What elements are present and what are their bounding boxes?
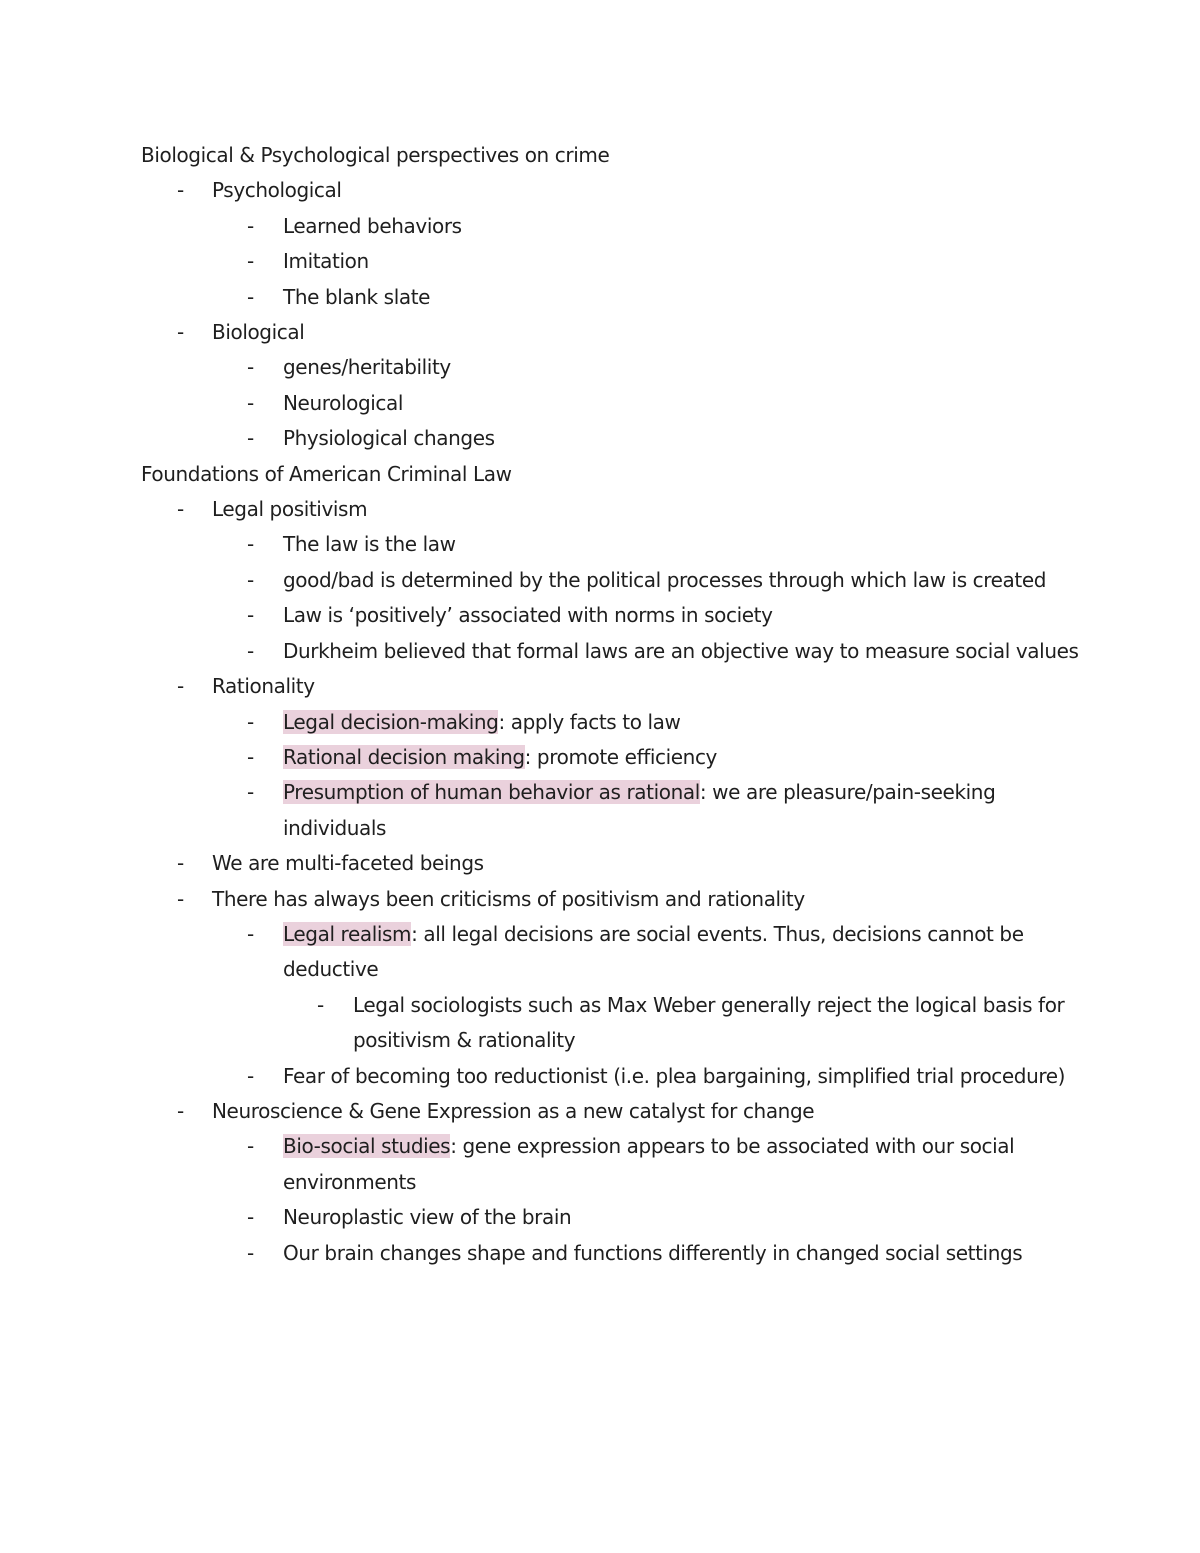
bullet-item-level-2	[247, 244, 1083, 279]
bullet-text: The law is the law	[283, 532, 456, 557]
bullet-item-level-2	[247, 527, 1083, 562]
highlighted-term: Legal decision-making	[283, 709, 499, 734]
bullet-dash: -	[177, 674, 184, 699]
bullet-text: There has always been criticisms of positivism and rationality	[212, 886, 805, 911]
bullet-item-level-2	[247, 280, 1083, 315]
bullet-dash: -	[247, 744, 254, 769]
bullet-dash: -	[247, 426, 254, 451]
bullet-text: Rationality	[212, 674, 315, 699]
bullet-dash: -	[247, 567, 254, 592]
bullet-text: Fear of becoming too reductionist (i.e. plea bargaining, simplified trial procedure)	[283, 1063, 1066, 1088]
bullet-item-level-2	[247, 386, 1083, 421]
bullet-item-level-2	[247, 775, 1083, 846]
bullet-text: Psychological	[212, 178, 342, 203]
highlighted-term: Bio-social studies	[283, 1134, 451, 1159]
bullet-dash: -	[317, 992, 324, 1017]
bullet-item-level-2	[247, 421, 1083, 456]
bullet-item-level-2	[247, 917, 1083, 988]
bullet-item-level-3	[317, 988, 1083, 1059]
document-page	[0, 138, 1200, 1271]
bullet-item-level-2	[247, 705, 1083, 740]
bullet-text: Imitation	[283, 249, 369, 274]
bullet-dash: -	[177, 497, 184, 522]
bullet-text: : apply facts to law	[498, 709, 681, 734]
bullet-text: : gene expression appears to be associated with our social environments	[283, 1134, 1015, 1194]
bullet-item-level-1	[177, 173, 1072, 208]
bullet-dash: -	[247, 709, 254, 734]
bullet-dash: -	[247, 638, 254, 663]
highlighted-term: Legal realism	[283, 921, 412, 946]
bullet-text: Neuroscience & Gene Expression as a new catalyst for change	[212, 1098, 815, 1123]
bullet-dash: -	[177, 886, 184, 911]
bullet-dash: -	[247, 921, 254, 946]
bullet-text: Law is ‘positively’ associated with norms in society	[283, 603, 773, 628]
bullet-dash: -	[247, 1134, 254, 1159]
bullet-dash: -	[247, 249, 254, 274]
bullet-text: : we are pleasure/pain-seeking individuals	[283, 780, 996, 840]
bullet-text: genes/heritability	[283, 355, 451, 380]
bullet-dash: -	[247, 532, 254, 557]
bullet-item-level-1	[177, 846, 1072, 881]
bullet-text: Legal sociologists such as Max Weber generally reject the logical basis for positivism & rationality	[353, 992, 1065, 1053]
bullet-item-level-2	[247, 634, 1083, 669]
bullet-text: We are multi-faceted beings	[212, 851, 484, 876]
bullet-dash: -	[247, 1063, 254, 1088]
bullet-item-level-1	[177, 669, 1072, 704]
bullet-text: Physiological changes	[283, 426, 495, 451]
bullet-text: Neurological	[283, 390, 404, 415]
bullet-dash: -	[247, 213, 254, 238]
bullet-item-level-2	[247, 1236, 1083, 1271]
section-heading: Foundations of American Criminal Law	[141, 461, 512, 486]
bullet-item-level-1	[177, 492, 1072, 527]
bullet-text: Biological	[212, 320, 305, 345]
bullet-item-level-2	[247, 1129, 1083, 1200]
bullet-text: Our brain changes shape and functions differently in changed social settings	[283, 1240, 1023, 1265]
bullet-item-level-2	[247, 1200, 1083, 1235]
bullet-item-level-2	[247, 563, 1083, 598]
bullet-dash: -	[247, 1205, 254, 1230]
bullet-item-level-2	[247, 350, 1083, 385]
bullet-dash: -	[247, 780, 254, 805]
bullet-dash: -	[247, 603, 254, 628]
bullet-dash: -	[247, 390, 254, 415]
highlighted-term: Rational decision making	[283, 744, 525, 769]
bullet-dash: -	[177, 1098, 184, 1123]
bullet-text: : promote efficiency	[524, 744, 717, 769]
bullet-dash: -	[177, 178, 184, 203]
bullet-item-level-1	[177, 882, 1072, 917]
bullet-item-level-1	[177, 1094, 1072, 1129]
bullet-dash: -	[177, 851, 184, 876]
bullet-item-level-2	[247, 1059, 1083, 1094]
bullet-item-level-2	[247, 209, 1083, 244]
bullet-dash: -	[247, 1240, 254, 1265]
bullet-item-level-1	[177, 315, 1072, 350]
bullet-dash: -	[247, 284, 254, 309]
bullet-text: Legal positivism	[212, 497, 368, 522]
section-heading: Biological & Psychological perspectives on crime	[141, 143, 610, 167]
highlighted-term: Presumption of human behavior as rational	[283, 780, 700, 805]
bullet-text: Learned behaviors	[283, 213, 462, 238]
bullet-text: Durkheim believed that formal laws are an objective way to measure social values	[283, 638, 1079, 663]
bullet-dash: -	[177, 320, 184, 345]
bullet-text: good/bad is determined by the political processes through which law is created	[283, 567, 1047, 592]
bullet-text: Neuroplastic view of the brain	[283, 1205, 572, 1230]
bullet-dash: -	[247, 355, 254, 380]
bullet-item-level-2	[247, 598, 1083, 633]
bullet-text: : all legal decisions are social events. Thus, decisions cannot be deductive	[283, 921, 1024, 982]
bullet-item-level-2	[247, 740, 1083, 775]
bullet-text: The blank slate	[283, 284, 431, 309]
